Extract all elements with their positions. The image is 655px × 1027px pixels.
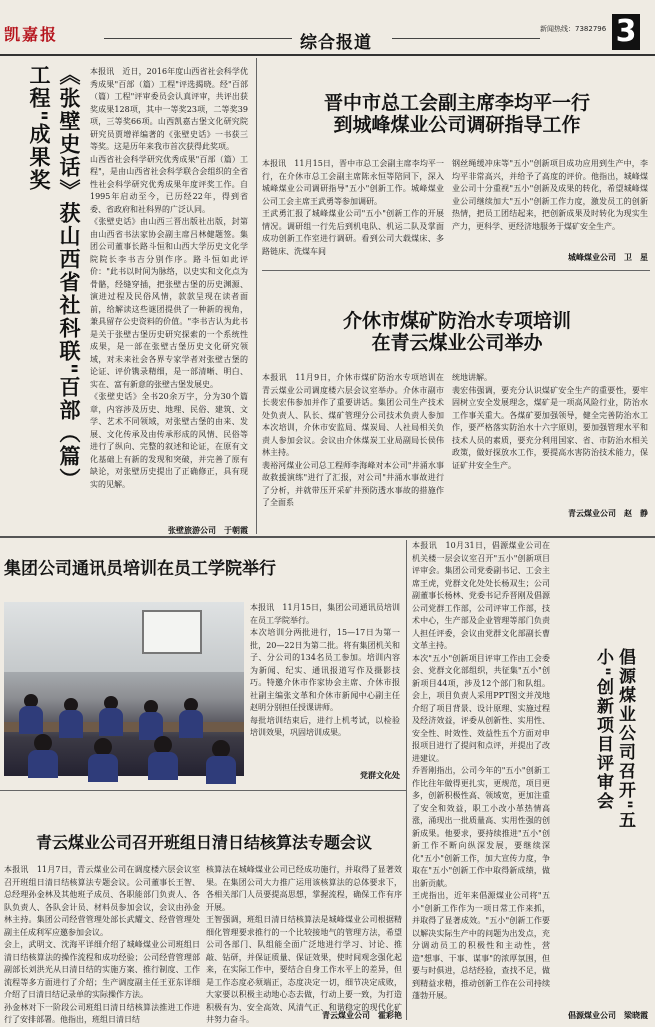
masthead-divider <box>0 54 655 56</box>
article2-title-line2: 到城峰煤业公司调研指导工作 <box>333 114 581 136</box>
article4-body: 本报讯 11月15日，集团公司通讯员培训在员工学院举行。 本次培训分两批进行，15—17日为第一批，20—22日为第二批。将有集团机关和子、分公司的134名员工参加。培训内容为新闻、纪实、通讯报道写作及摄影技巧。特邀介休市作家协会主席、介休市报社副主编张文革和介休市新闻中心副主任赵明分别担任授课讲师。 每批培训结束后，进行上机考试，以检验培训效果，巩固培训成果。 <box>250 603 400 737</box>
article2-byline: 城峰煤业公司 卫 星 <box>568 252 648 262</box>
article1-title: 《张壁史话》获山西省社科联"百部（篇）工程"成果奖 <box>27 64 82 491</box>
masthead <box>0 0 655 52</box>
article4-title: 集团公司通讯员培训在员工学院举行 <box>4 559 276 579</box>
article1-body: 本报讯 近日，2016年度山西省社会科学优秀成果"百部（篇）工程"评选揭晓。经"百部（篇）工程"评审委员会认真评审，共评出获奖成果128项，其中一等奖23项，二等奖39项，三等奖66项。山西凯嘉古堡文化研究院研究员贾增祥编著的《张壁史话》一书获三等奖。这是历年来我市首次获得此奖项。 山西省社会科学研究优秀成果"百部（篇）工程"，是由山西省社会科学联合会组织的全省性社会科学研究优秀成果年度评奖工作。自1995年启动至今，已历经22年，得到省委、省政府和社科界的广泛认同。 《张壁史话》由山西三晋出版社出版，封第由山西省书法家协会副主席吕林健题签。集团公司董事长路斗恒和山西大学历史文化学院院长李书吉分别作序。路斗恒如此评价："此书以时间为脉络，以史实和文化点为骨骼，经缝穿插，把张壁古堡的历史渊源、演进过程及民俗风情，款款呈现在读者面前，给解读这些谜团提供了一种新的视角，兼具留存公史资料的价值。"李书吉认为此书是关于张壁古堡历史研究探索的一个系统性成果，是一部在张壁古堡历史文化研究领域，对未来社会各界专家学者对张壁古堡的论证、评价镌录精细，是一部清晰、明白、实在、富有新意的张壁古堡发展史。 《张壁史话》全书20余万字，分为30个篇章，内容涉及历史、地理、民俗、建筑、文学、艺术不同领域，对张壁古堡的由来、发展、文化传承及由传承形成的风情、民俗等进行了纵向、完整的叙述和论证，在原有文化基础上有新的发现和突破，并完善了原有缺论，对张壁历史提出了正确修正，具有现实的见解。 <box>90 67 248 489</box>
projector-screen <box>142 610 202 654</box>
article3-col1: 本报讯 11月9日，介休市煤矿防治水专项培训在青云煤业公司调度楼六层会议室举办。介休市副市长裴宏伟参加并作了重要讲话。集团公司生产技术处负责人、队长、煤矿管理分公司技术负责人参加本次培训，介休市安监局、煤炭局、人社局相关负责人参加会议。会议由介休煤炭工业局副局长侯伟林主持。 裴裕河煤业公司总工程师李海峰对本公司"井涌水事故救援演练"进行了汇报，对公司"井涌水事故进行了分析，并就带压开采矿井预防透水事故的措施作了全面系 <box>262 373 444 507</box>
page-number: 3 <box>612 14 640 50</box>
article6-col1: 本报讯 11月7日，青云煤业公司在调度楼六层会议室召开班组日清日结核算法专题会议。公司董事长王智、总经理孙金林及其他班子成员、各职能部门负责人、各队负责人、各队会计员、材料员参加会议，会议由孙金林主持。集团公司经营管理处部长武耀文、经营管理处副主任成利军应邀参加会议。 会上，武明文、沈海平详细介绍了城峰煤业公司班组日清日结核算法的操作流程和成功经验；公司经营管理部副部长刘洪光从日清日结的实施方案、推行制度、工作流程等多方面进行了介绍；生产调度副主任王亚东详细介绍了日清日结记录单的实际操作方法。 孙金林对下一阶段公司班组日清日结核算法推进工作进行了安排部署。他指出，班组日清日结 <box>4 865 200 1024</box>
article3-title <box>262 310 652 354</box>
article6-col2: 核算法在城峰煤业公司已经成功施行，并取得了显著效果。在集团公司大力推广运用该核算法的总体要求下，各相关部门人员要提高思想，掌握流程，确保工作有序开展。 王智强调，班组日清日结核算法是城峰煤业公司根据精细化管理要求推行的一个比较接地气的管理方法，希望公司各部门、队组能全面广泛地进行学习、讨论、推敲、钻研，并保证质量、保证效果，使时间观念强化起来，在实际工作中，要结合自身工作水平上的差异，但是工作态度必须端正，态度决定一切，细节决定成败，大家要以积极主动地心态去做，行动上要一致，为打造积极有为、安全高效、风清气正、和谐稳定的现代化矿井努力奋斗。 <box>206 865 402 1024</box>
header-rule-left <box>104 38 292 39</box>
section-divider <box>0 536 655 538</box>
section-title: 综合报道 <box>300 33 372 53</box>
header-rule-right <box>392 38 540 39</box>
article5-byline: 倡源煤业公司 梁晓霞 <box>568 1010 648 1020</box>
article3-byline: 青云煤业公司 赵 静 <box>568 508 648 518</box>
article3-title-line1: 介休市煤矿防治水专项培训 <box>342 310 571 332</box>
article-divider <box>262 270 650 271</box>
article2-title-line1: 晋中市总工会副主席李均平一行 <box>323 92 590 114</box>
training-photo <box>4 602 244 776</box>
article3-col2: 统地讲解。 裴宏伟强调，要充分认识煤矿安全生产的重要性，要牢固树立安全发展理念，煤矿是一项高风险行业，防治水工作事关重大。各煤矿要加强领导，健全完善防治水工作，要严格落实防治水十六字原则，要加强管理水平和技术人员的素质，要充分利用国家、省、市防治水相关政策，做好探放水工作，要提高水害防治技术能力，保证矿井安全生产。 <box>452 373 648 470</box>
news-hotline: 新闻热线：7382796 <box>540 25 607 33</box>
article1-byline: 张壁旅游公司 于朝霞 <box>168 525 248 535</box>
article2-title <box>262 92 652 136</box>
article5-col1: 本报讯 10月31日，倡源煤业公司在机关楼一层会议室召开"五小"创新项目评审会。集团公司党委副书记、工会主席王虎，党群文化处处长杨双生；公司副董事长杨林、党委书记乔晋刚及倡源公司党群工作部，公司评审工作部，技术中心，生产部及企业管理等部门负责人担任评委，会议由党群文化部副长曹文革主持。 本次"五小"创新项目评审工作由工会委会、党群文化部组织，共征集"五小"创新项目44项，涉及12个部门和队组。会上，项目负责人采用PPT图文并茂地介绍了项目背景、设计原理、实施过程及经济效益，评委从创新性、实用性、安全性、时效性、效益性五个方面对申报项目进行了提问和点评，并提出了改进建议。 乔晋刚指出，公司今年的"五小"创新工作比往年做得更扎实，更规范，项目更多，创新积极性高、领域宽，更加注重了安全和效益，职工小改小革热情高涨，涌现出一批质量高、实用性强的创新成果。他要求，要持续推进"五小"创新工作不断向纵深发展，要继续深化"五小"创新工作，加大宣传力度，争取在"五小"创新工作中取得新成绩，做出新贡献。 王虎指出，近年来倡源煤业公司将"五小"创新工作作为一项日常工作来抓，并取得了显著成效。"五小"创新工作要以解决实际生产中的问题为出发点，充分调动员工的积极性和主动性，营造"想事、干事、谋事"的浓厚氛围，但要与时俱进，总结经验，查找不足，做到精益求精，推动创新工作在公司持续蓬勃开展。 <box>412 541 550 1000</box>
article5-title: 倡源煤业公司召开"五小"创新项目评审会 <box>593 648 635 830</box>
newspaper-logo: 凯嘉报 <box>4 25 59 44</box>
article3-title-line2: 在青云煤业公司举办 <box>371 332 543 354</box>
article6-byline: 青云煤业公司 霍彩艳 <box>322 1010 402 1020</box>
article4-byline: 党群文化处 <box>360 770 400 780</box>
column-divider <box>406 540 407 1020</box>
article2-col1: 本报讯 11月15日，晋中市总工会副主席李均平一行，在介休市总工会副主席陈永恒等陪同下，深入城峰煤业公司调研指导"五小"创新工作。城峰煤业公司工会主席王武勇等参加调研。 王武勇汇报了城峰煤业公司"五小"创新工作的开展情况。调研组一行先后到机电队、机运二队及掌面成功创新工作室进行调研。看到公司大载煤床、多路链床、洗煤车间 <box>262 159 444 256</box>
article6-title: 青云煤业公司召开班组日清日结核算法专题会议 <box>35 833 372 852</box>
article-divider <box>0 790 406 791</box>
column-divider <box>256 58 257 534</box>
article2-col2: 钢丝绳缓冲床等"五小"创新项目成功应用到生产中，李均平非常高兴，并给予了高度的评价。他指出，城峰煤业公司十分重视"五小"创新及成果的转化，希望城峰煤业公司继续加大"五小"创新工作力度，激发员工的创新热情，把员工团结起来，把创新成果及时转化为现实生产力，更科学、更经济地服务于煤矿安全生产。 <box>452 159 648 231</box>
